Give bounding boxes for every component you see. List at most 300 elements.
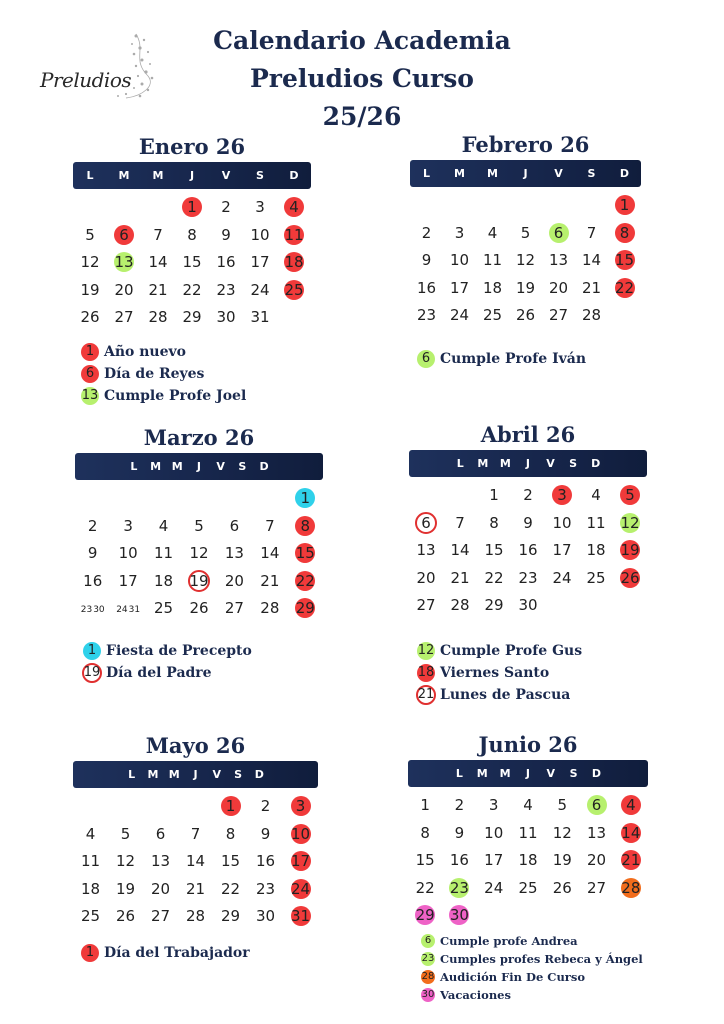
legend-item xyxy=(420,986,643,1004)
day-number: 16 xyxy=(83,571,103,590)
day-cell[interactable] xyxy=(112,513,144,539)
day-number: 12 xyxy=(115,852,136,870)
month-mayo xyxy=(73,731,318,925)
day-cell[interactable] xyxy=(278,222,310,248)
day-cell[interactable] xyxy=(210,304,242,330)
day-number: 4 xyxy=(487,223,498,242)
day-cell[interactable] xyxy=(580,510,612,536)
day-cell[interactable] xyxy=(215,876,247,902)
month-title: Abril 26 xyxy=(480,422,576,447)
day-cell[interactable] xyxy=(615,875,647,901)
day-number: 29 xyxy=(182,308,202,326)
day-cell[interactable] xyxy=(478,820,510,846)
month-title: Febrero 26 xyxy=(461,132,590,157)
weekday-header-bar xyxy=(73,761,318,788)
day-cell[interactable] xyxy=(218,513,250,539)
day-cell[interactable] xyxy=(176,194,208,220)
legend-label: Cumple Profe Iván xyxy=(440,351,587,367)
day-cell[interactable] xyxy=(411,247,443,273)
legend-badge xyxy=(416,663,436,683)
day-cell[interactable] xyxy=(512,510,544,536)
legend-abril xyxy=(416,640,582,706)
day-cell[interactable] xyxy=(512,592,544,618)
day-number: 24 xyxy=(250,280,270,299)
weekday-label: D xyxy=(289,169,299,182)
day-cell[interactable] xyxy=(581,875,613,901)
day-cell[interactable] xyxy=(75,876,107,902)
day-number: 29 xyxy=(484,596,504,614)
day-cell[interactable] xyxy=(285,821,317,847)
day-cell[interactable] xyxy=(77,540,109,566)
day-cell[interactable] xyxy=(614,565,646,591)
day-number: 23 xyxy=(216,280,236,299)
day-cell[interactable] xyxy=(183,595,215,621)
day-cell[interactable] xyxy=(512,537,544,563)
day-cell[interactable] xyxy=(615,820,647,846)
day-number: 25 xyxy=(284,280,304,299)
day-cell[interactable] xyxy=(543,302,575,328)
day-cell[interactable] xyxy=(244,249,276,275)
day-cell[interactable] xyxy=(478,875,510,901)
day-cell[interactable] xyxy=(478,482,510,508)
day-number: 6 xyxy=(155,824,166,843)
legend-day: 13 xyxy=(81,388,99,403)
day-cell[interactable] xyxy=(510,302,542,328)
day-cell[interactable] xyxy=(215,821,247,847)
weekday-label: L xyxy=(422,167,430,180)
day-cell[interactable] xyxy=(510,247,542,273)
day-cell[interactable] xyxy=(278,249,310,275)
day-number: 7 xyxy=(265,516,275,535)
day-cell[interactable] xyxy=(543,275,575,301)
day-number: 6 xyxy=(591,796,602,814)
day-cell[interactable] xyxy=(244,222,276,248)
legend-day: 23 xyxy=(421,953,435,964)
day-cell[interactable] xyxy=(477,220,509,246)
legend-item xyxy=(82,640,252,662)
day-cell[interactable] xyxy=(478,537,510,563)
day-cell[interactable] xyxy=(285,848,317,874)
day-number: 12 xyxy=(552,823,572,842)
day-cell[interactable] xyxy=(581,792,613,818)
day-number: 6 xyxy=(119,225,129,244)
day-cell[interactable] xyxy=(108,304,140,330)
legend-item xyxy=(80,363,246,385)
day-cell[interactable] xyxy=(614,482,646,508)
day-cell[interactable] xyxy=(180,903,212,929)
day-number: 19 xyxy=(515,278,536,297)
day-cell[interactable] xyxy=(478,847,510,873)
weekday-label: V xyxy=(212,768,222,781)
day-cell[interactable] xyxy=(546,537,578,563)
day-cell[interactable] xyxy=(410,537,442,563)
day-cell[interactable] xyxy=(510,275,542,301)
day-cell[interactable] xyxy=(409,792,441,818)
day-number: 16 xyxy=(518,541,538,559)
day-number: 23 xyxy=(416,306,437,324)
day-cell[interactable] xyxy=(218,568,250,594)
day-cell[interactable] xyxy=(478,792,510,818)
weekday-label: D xyxy=(254,768,264,781)
day-cell[interactable] xyxy=(142,249,174,275)
day-cell[interactable] xyxy=(254,568,286,594)
day-number: 5 xyxy=(194,516,204,535)
day-cell[interactable] xyxy=(110,876,142,902)
day-cell[interactable] xyxy=(148,513,180,539)
month-title: Mayo 26 xyxy=(145,733,246,758)
day-number: 4 xyxy=(591,486,601,504)
day-cell[interactable] xyxy=(148,595,180,621)
day-cell[interactable] xyxy=(411,302,443,328)
day-number: 18 xyxy=(80,879,101,898)
day-number: 15 xyxy=(182,253,202,271)
month-title: Junio 26 xyxy=(478,732,578,757)
day-number: 15 xyxy=(220,852,241,870)
day-cell[interactable] xyxy=(145,903,177,929)
day-cell[interactable] xyxy=(180,848,212,874)
month-enero xyxy=(73,132,311,326)
day-cell[interactable] xyxy=(576,247,608,273)
day-number: 14 xyxy=(260,544,280,562)
day-cell[interactable] xyxy=(512,565,544,591)
day-number: 29 xyxy=(295,599,315,617)
day-cell[interactable] xyxy=(285,903,317,929)
day-number: 8 xyxy=(300,516,311,535)
day-number: 12 xyxy=(189,544,209,562)
month-abril xyxy=(409,420,647,614)
day-number: 2431 xyxy=(116,605,141,615)
day-cell[interactable] xyxy=(210,277,242,303)
day-number: 19 xyxy=(115,879,136,898)
day-cell[interactable] xyxy=(176,222,208,248)
day-number: 26 xyxy=(552,878,572,897)
day-number: 13 xyxy=(150,852,171,870)
day-cell[interactable] xyxy=(546,820,578,846)
day-number: 8 xyxy=(225,824,236,843)
day-cell[interactable] xyxy=(110,903,142,929)
legend-day: 21 xyxy=(417,687,435,702)
day-cell[interactable] xyxy=(210,249,242,275)
day-number: 30 xyxy=(449,906,469,924)
day-cell[interactable] xyxy=(77,595,109,621)
day-cell[interactable] xyxy=(210,222,242,248)
day-cell[interactable] xyxy=(478,565,510,591)
day-cell[interactable] xyxy=(546,875,578,901)
day-cell[interactable] xyxy=(581,847,613,873)
day-cell[interactable] xyxy=(443,875,475,901)
day-number: 14 xyxy=(621,823,641,842)
day-cell[interactable] xyxy=(210,194,242,220)
day-cell[interactable] xyxy=(444,220,476,246)
day-cell[interactable] xyxy=(443,820,475,846)
day-number: 11 xyxy=(154,544,174,562)
day-cell[interactable] xyxy=(444,510,476,536)
day-number: 25 xyxy=(154,599,174,617)
day-cell[interactable] xyxy=(110,848,142,874)
day-cell[interactable] xyxy=(580,482,612,508)
legend-day: 6 xyxy=(85,366,95,381)
day-number: 8 xyxy=(619,223,630,242)
day-number: 28 xyxy=(450,596,470,614)
day-cell[interactable] xyxy=(74,222,106,248)
day-cell[interactable] xyxy=(478,510,510,536)
day-cell[interactable] xyxy=(614,537,646,563)
day-cell[interactable] xyxy=(576,220,608,246)
weekday-label: M xyxy=(147,768,159,781)
day-cell[interactable] xyxy=(180,821,212,847)
day-cell[interactable] xyxy=(148,568,180,594)
day-cell[interactable] xyxy=(581,820,613,846)
day-cell[interactable] xyxy=(180,876,212,902)
day-cell[interactable] xyxy=(110,821,142,847)
day-cell[interactable] xyxy=(145,848,177,874)
day-cell[interactable] xyxy=(218,540,250,566)
day-cell[interactable] xyxy=(183,568,215,594)
weekday-label: D xyxy=(591,457,601,470)
day-cell[interactable] xyxy=(250,793,282,819)
day-cell[interactable] xyxy=(543,220,575,246)
day-number: 26 xyxy=(189,599,209,617)
day-cell[interactable] xyxy=(254,513,286,539)
day-cell[interactable] xyxy=(609,220,641,246)
day-cell[interactable] xyxy=(183,540,215,566)
legend-badge xyxy=(420,951,436,967)
day-number: 1 xyxy=(225,797,236,815)
day-number: 24 xyxy=(552,568,572,587)
legend-badge xyxy=(80,386,100,406)
legend-badge xyxy=(420,987,436,1003)
weekday-header-bar xyxy=(410,160,641,187)
day-cell[interactable] xyxy=(410,565,442,591)
day-cell[interactable] xyxy=(543,247,575,273)
day-cell[interactable] xyxy=(444,537,476,563)
day-cell[interactable] xyxy=(176,249,208,275)
day-cell[interactable] xyxy=(108,277,140,303)
day-cell[interactable] xyxy=(546,565,578,591)
day-cell[interactable] xyxy=(512,847,544,873)
day-cell[interactable] xyxy=(478,592,510,618)
day-cell[interactable] xyxy=(77,568,109,594)
day-cell[interactable] xyxy=(477,247,509,273)
day-cell[interactable] xyxy=(409,875,441,901)
day-cell[interactable] xyxy=(512,820,544,846)
weekday-label: V xyxy=(216,460,225,473)
day-cell[interactable] xyxy=(250,876,282,902)
weekday-label: V xyxy=(546,457,555,470)
day-cell[interactable] xyxy=(576,275,608,301)
day-cell[interactable] xyxy=(215,848,247,874)
day-cell[interactable] xyxy=(576,302,608,328)
weekday-label: J xyxy=(525,767,530,780)
day-cell[interactable] xyxy=(477,302,509,328)
day-cell[interactable] xyxy=(176,304,208,330)
day-number: 9 xyxy=(87,544,98,562)
day-cell[interactable] xyxy=(215,793,247,819)
day-cell[interactable] xyxy=(289,568,321,594)
legend-day: 12 xyxy=(417,643,435,658)
day-cell[interactable] xyxy=(409,902,441,928)
day-cell[interactable] xyxy=(410,510,442,536)
day-cell[interactable] xyxy=(254,595,286,621)
title-line-2: Preludios Curso xyxy=(250,64,474,93)
day-cell[interactable] xyxy=(609,192,641,218)
day-number: 4 xyxy=(523,796,533,814)
day-cell[interactable] xyxy=(546,510,578,536)
day-number: 1 xyxy=(619,196,630,214)
day-cell[interactable] xyxy=(614,510,646,536)
day-cell[interactable] xyxy=(75,848,107,874)
day-cell[interactable] xyxy=(254,540,286,566)
legend-day: 6 xyxy=(421,351,431,366)
day-number: 30 xyxy=(255,907,276,925)
day-cell[interactable] xyxy=(142,277,174,303)
day-number: 4 xyxy=(85,824,96,843)
day-cell[interactable] xyxy=(285,876,317,902)
day-number: 27 xyxy=(224,599,244,617)
day-cell[interactable] xyxy=(244,304,276,330)
day-cell[interactable] xyxy=(411,220,443,246)
weekday-label: S xyxy=(569,767,578,780)
day-number: 5 xyxy=(120,824,131,843)
weekday-label: L xyxy=(130,460,138,473)
day-number: 9 xyxy=(454,823,465,842)
day-cell[interactable] xyxy=(218,595,250,621)
day-cell[interactable] xyxy=(77,513,109,539)
legend-junio xyxy=(420,932,643,1004)
day-number: 21 xyxy=(581,278,602,297)
day-number: 8 xyxy=(187,225,197,244)
day-cell[interactable] xyxy=(108,249,140,275)
day-cell[interactable] xyxy=(289,513,321,539)
weekday-label: J xyxy=(193,768,198,781)
day-cell[interactable] xyxy=(289,485,321,511)
day-cell[interactable] xyxy=(250,821,282,847)
legend-badge xyxy=(420,933,436,949)
legend-day: 6 xyxy=(424,935,432,946)
day-cell[interactable] xyxy=(443,902,475,928)
day-cell[interactable] xyxy=(615,792,647,818)
legend-item xyxy=(80,942,250,964)
day-cell[interactable] xyxy=(148,540,180,566)
day-cell[interactable] xyxy=(444,275,476,301)
day-cell[interactable] xyxy=(278,194,310,220)
day-cell[interactable] xyxy=(75,903,107,929)
day-number: 10 xyxy=(484,823,504,842)
day-number: 24 xyxy=(484,878,504,897)
day-cell[interactable] xyxy=(112,540,144,566)
day-cell[interactable] xyxy=(510,220,542,246)
day-cell[interactable] xyxy=(74,304,106,330)
day-cell[interactable] xyxy=(285,793,317,819)
day-cell[interactable] xyxy=(477,275,509,301)
weekday-label: M xyxy=(476,767,488,780)
weekday-label: L xyxy=(128,768,136,781)
day-cell[interactable] xyxy=(176,277,208,303)
day-cell[interactable] xyxy=(112,595,144,621)
legend-badge xyxy=(82,641,102,661)
day-cell[interactable] xyxy=(411,275,443,301)
day-cell[interactable] xyxy=(250,903,282,929)
day-cell[interactable] xyxy=(142,304,174,330)
day-cell[interactable] xyxy=(546,792,578,818)
day-number: 6 xyxy=(421,513,431,532)
legend-day: 1 xyxy=(87,643,97,658)
day-number: 10 xyxy=(250,225,270,244)
day-cell[interactable] xyxy=(145,876,177,902)
day-number: 25 xyxy=(586,568,606,587)
day-cell[interactable] xyxy=(142,222,174,248)
day-number: 22 xyxy=(415,878,435,897)
day-cell[interactable] xyxy=(410,592,442,618)
day-cell[interactable] xyxy=(244,277,276,303)
day-cell[interactable] xyxy=(444,565,476,591)
day-cell[interactable] xyxy=(444,302,476,328)
day-cell[interactable] xyxy=(609,275,641,301)
weekday-label: S xyxy=(234,768,243,781)
day-cell[interactable] xyxy=(250,848,282,874)
weekday-label: M xyxy=(118,169,130,182)
day-number: 21 xyxy=(260,571,280,590)
month-febrero xyxy=(410,130,641,324)
day-cell[interactable] xyxy=(74,277,106,303)
day-cell[interactable] xyxy=(215,903,247,929)
day-cell[interactable] xyxy=(244,194,276,220)
day-cell[interactable] xyxy=(580,565,612,591)
weekday-label: M xyxy=(499,457,511,470)
day-cell[interactable] xyxy=(183,513,215,539)
legend-label: Lunes de Pascua xyxy=(440,687,571,703)
day-cell[interactable] xyxy=(74,249,106,275)
day-cell[interactable] xyxy=(444,247,476,273)
day-cell[interactable] xyxy=(112,568,144,594)
day-cell[interactable] xyxy=(409,847,441,873)
day-cell[interactable] xyxy=(609,247,641,273)
day-number: 16 xyxy=(416,278,437,297)
day-cell[interactable] xyxy=(546,847,578,873)
day-cell[interactable] xyxy=(580,537,612,563)
day-cell[interactable] xyxy=(512,875,544,901)
day-number: 27 xyxy=(114,308,134,326)
day-cell[interactable] xyxy=(409,820,441,846)
legend-label: Día de Reyes xyxy=(104,366,205,382)
day-cell[interactable] xyxy=(546,482,578,508)
day-cell[interactable] xyxy=(444,592,476,618)
day-cell[interactable] xyxy=(145,821,177,847)
day-number: 27 xyxy=(416,596,436,614)
day-cell[interactable] xyxy=(289,595,321,621)
day-cell[interactable] xyxy=(512,792,544,818)
legend-badge xyxy=(80,342,100,362)
legend-mayo xyxy=(80,942,250,964)
legend-item xyxy=(416,684,582,706)
day-cell[interactable] xyxy=(512,482,544,508)
day-cell[interactable] xyxy=(443,792,475,818)
day-number: 26 xyxy=(80,308,100,326)
day-cell[interactable] xyxy=(615,847,647,873)
day-cell[interactable] xyxy=(75,821,107,847)
day-cell[interactable] xyxy=(443,847,475,873)
day-number: 2 xyxy=(221,198,231,216)
day-number: 17 xyxy=(449,278,470,297)
day-number: 23 xyxy=(255,879,276,898)
day-cell[interactable] xyxy=(289,540,321,566)
day-cell[interactable] xyxy=(278,277,310,303)
legend-item xyxy=(416,640,582,662)
day-cell[interactable] xyxy=(108,222,140,248)
day-number: 5 xyxy=(85,225,95,244)
day-number: 19 xyxy=(80,280,100,299)
month-marzo xyxy=(75,423,323,617)
